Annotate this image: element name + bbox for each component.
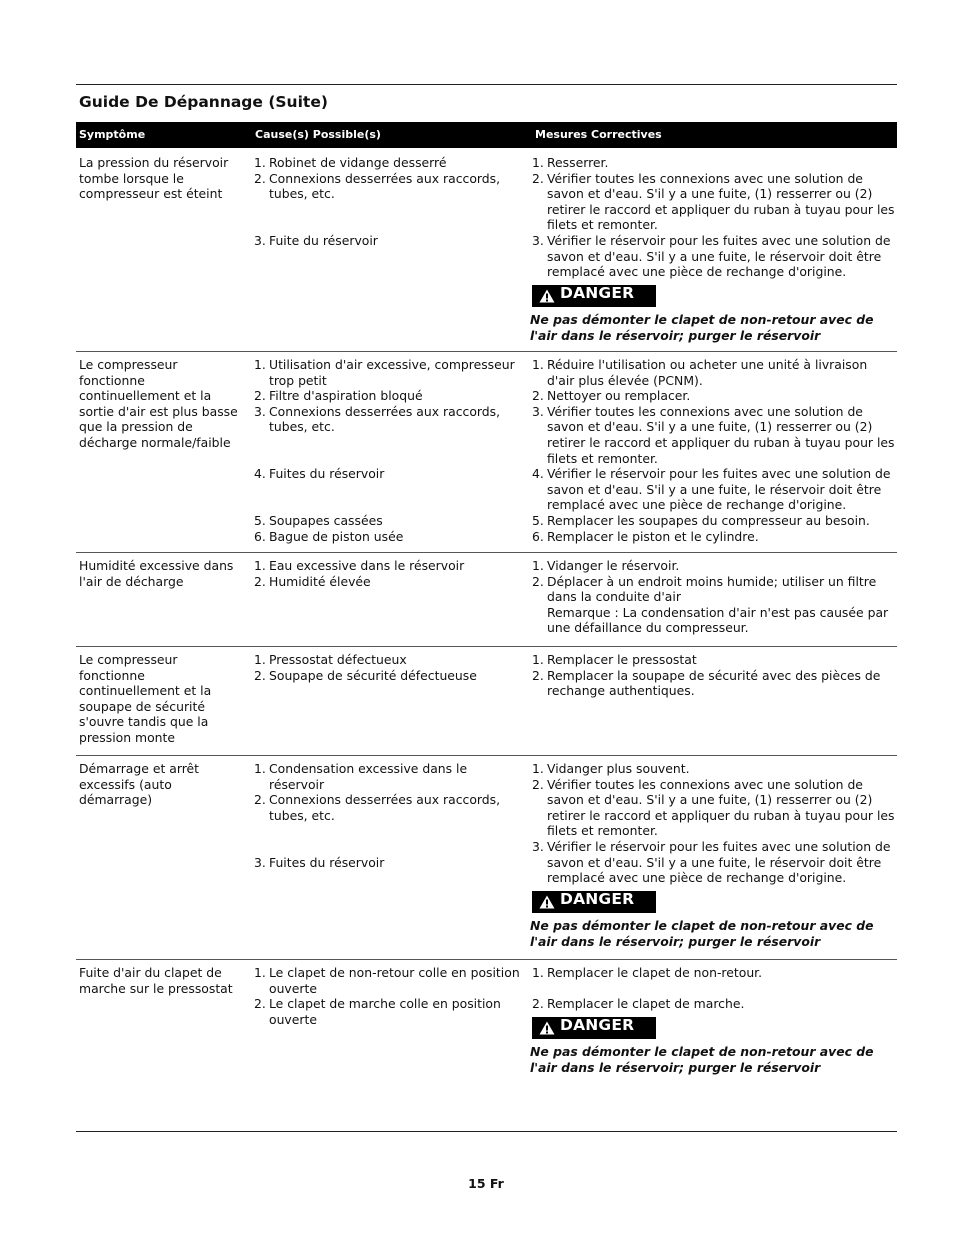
cause-cell bbox=[252, 965, 522, 1027]
list-item: 4. Fuites du réservoir bbox=[254, 466, 385, 482]
danger-warning: Ne pas démonter le clapet de non-retour avec de l'air dans le réservoir; purger le réservoir bbox=[530, 312, 874, 344]
header-symptom: Symptôme bbox=[79, 128, 146, 141]
list-item: 3. Fuites du réservoir bbox=[254, 854, 385, 870]
list-item: 1. Pressostat défectueux bbox=[254, 652, 407, 667]
list-item: 2. Humidité élevée bbox=[254, 573, 371, 589]
list-item: 6. Bague de piston usée bbox=[254, 528, 404, 544]
list-item: 3. Vérifier le réservoir pour les fuites avec une solution de savon et d'eau. S'il y a une fuite, le réservoir doit être remplacé avec une pièce de rechange d'origine. bbox=[532, 838, 891, 886]
list-item: 1. Eau excessive dans le réservoir bbox=[254, 558, 465, 573]
cause-cell bbox=[252, 357, 522, 544]
cause-cell bbox=[252, 155, 522, 249]
list-item: 1. Remplacer le clapet de non-retour. bbox=[532, 965, 763, 980]
danger-badge bbox=[532, 891, 656, 913]
list-item: 4. Vérifier le réservoir pour les fuites avec une solution de savon et d'eau. S'il y a une fuite, le réservoir doit être remplacé avec une pièce de rechange d'origine. bbox=[532, 466, 891, 513]
list-item: 1. Condensation excessive dans le réservoir bbox=[254, 761, 468, 792]
list-item: 2. Remplacer le clapet de marche. bbox=[532, 996, 745, 1012]
danger-badge bbox=[532, 1017, 656, 1039]
remedy-cell bbox=[530, 761, 898, 950]
cause-cell bbox=[252, 761, 522, 870]
bottom-rule bbox=[76, 1131, 897, 1132]
cause-cell bbox=[252, 558, 522, 589]
list-item: 5. Remplacer les soupapes du compresseur au besoin. bbox=[532, 512, 870, 528]
list-item: 1. Vidanger plus souvent. bbox=[532, 761, 690, 776]
remedy-cell bbox=[530, 558, 898, 636]
top-rule bbox=[76, 84, 897, 85]
symptom-cell: La pression du réservoir tombe lorsque le compresseur est éteint bbox=[79, 155, 229, 202]
list-item: 1. Robinet de vidange desserré bbox=[254, 155, 447, 170]
list-item: 1. Le clapet de non-retour colle en position ouverte bbox=[254, 965, 520, 996]
list-item: 1. Utilisation d'air excessive, compresseur trop petit bbox=[254, 357, 515, 388]
danger-label: DANGER bbox=[560, 1015, 635, 1034]
cause-cell bbox=[252, 652, 522, 683]
list-item: 1. Remplacer le pressostat bbox=[532, 652, 697, 667]
remedy-cell bbox=[530, 652, 898, 699]
table-row bbox=[76, 755, 897, 960]
list-item: 6. Remplacer le piston et le cylindre. bbox=[532, 528, 759, 544]
table-row bbox=[76, 149, 897, 352]
warning-triangle-icon bbox=[539, 895, 555, 909]
list-item: 1. Resserrer. bbox=[532, 155, 609, 170]
danger-badge bbox=[532, 285, 656, 307]
list-item: 5. Soupapes cassées bbox=[254, 512, 383, 528]
list-item: 2. Remplacer la soupape de sécurité avec des pièces de rechange authentiques. bbox=[532, 667, 881, 699]
symptom-cell: Fuite d'air du clapet de marche sur le pressostat bbox=[79, 965, 233, 996]
danger-label: DANGER bbox=[560, 889, 635, 908]
list-item: 2. Déplacer à un endroit moins humide; utiliser un filtre dans la conduite d'air Remarque : La condensation d'air n'est pas causée par une défaillance du compresseur. bbox=[530, 574, 898, 636]
header-cause: Cause(s) Possible(s) bbox=[255, 128, 381, 141]
header-remedy: Mesures Correctives bbox=[535, 128, 662, 141]
warning-triangle-icon bbox=[539, 1021, 555, 1035]
warning-triangle-icon bbox=[539, 289, 555, 303]
table-header bbox=[76, 122, 897, 148]
list-item: 2. Connexions desserrées aux raccords, tubes, etc. bbox=[254, 792, 501, 823]
remedy-note: Remarque : La condensation d'air n'est pas causée par une défaillance du compresseur. bbox=[547, 604, 889, 636]
list-item: 2. Vérifier toutes les connexions avec une solution de savon et d'eau. S'il y a une fuite, (1) resserrer ou (2) retirer le raccord et appliquer du ruban à tuyau pour les filets et remonter. bbox=[532, 170, 895, 233]
danger-warning: Ne pas démonter le clapet de non-retour avec de l'air dans le réservoir; purger le réservoir bbox=[530, 918, 874, 950]
table-row bbox=[76, 552, 897, 647]
list-item: 2. Soupape de sécurité défectueuse bbox=[254, 667, 477, 683]
table-row bbox=[76, 959, 897, 1089]
danger-warning: Ne pas démonter le clapet de non-retour avec de l'air dans le réservoir; purger le réservoir bbox=[530, 1044, 874, 1076]
list-item: 2. Filtre d'aspiration bloqué bbox=[254, 388, 423, 404]
list-item: 2. Connexions desserrées aux raccords, tubes, etc. bbox=[254, 170, 501, 202]
list-item: 3. Connexions desserrées aux raccords, tubes, etc. bbox=[254, 403, 501, 435]
symptom-cell: Démarrage et arrêt excessifs (auto démarrage) bbox=[79, 761, 200, 808]
page-number: 15 Fr bbox=[468, 1176, 504, 1191]
list-item: 3. Vérifier le réservoir pour les fuites avec une solution de savon et d'eau. S'il y a une fuite, le réservoir doit être remplacé avec une pièce de rechange d'origine. bbox=[532, 232, 891, 280]
page-title: Guide De Dépannage (Suite) bbox=[79, 93, 328, 111]
list-item: 2. Vérifier toutes les connexions avec une solution de savon et d'eau. S'il y a une fuite, (1) resserrer ou (2) retirer le raccord et appliquer du ruban à tuyau pour les filets et remonter. bbox=[532, 776, 895, 839]
symptom-cell: Le compresseur fonctionne continuellement et la soupape de sécurité s'ouvre tandis que la pression monte bbox=[79, 652, 212, 745]
list-item: 1. Vidanger le réservoir. bbox=[532, 558, 680, 573]
remedy-cell bbox=[530, 155, 898, 344]
list-item: 3. Vérifier toutes les connexions avec une solution de savon et d'eau. S'il y a une fuite, (1) resserrer ou (2) retirer le raccord et appliquer du ruban à tuyau pour les filets et remonter. bbox=[532, 403, 895, 466]
symptom-cell: Humidité excessive dans l'air de décharge bbox=[79, 558, 234, 589]
remedy-cell bbox=[530, 357, 898, 544]
danger-label: DANGER bbox=[560, 283, 635, 302]
list-item: 2. Le clapet de marche colle en position ouverte bbox=[254, 996, 501, 1027]
list-item: 3. Fuite du réservoir bbox=[254, 232, 378, 248]
table-row bbox=[76, 351, 897, 553]
table-row bbox=[76, 646, 897, 756]
symptom-cell: Le compresseur fonctionne continuellement et la sortie d'air est plus basse que la pression de décharge normale/faible bbox=[79, 357, 238, 450]
list-item: 2. Nettoyer ou remplacer. bbox=[532, 388, 691, 404]
list-item: 1. Réduire l'utilisation ou acheter une unité à livraison d'air plus élevée (PCNM). bbox=[532, 357, 868, 388]
remedy-cell bbox=[530, 965, 898, 1076]
